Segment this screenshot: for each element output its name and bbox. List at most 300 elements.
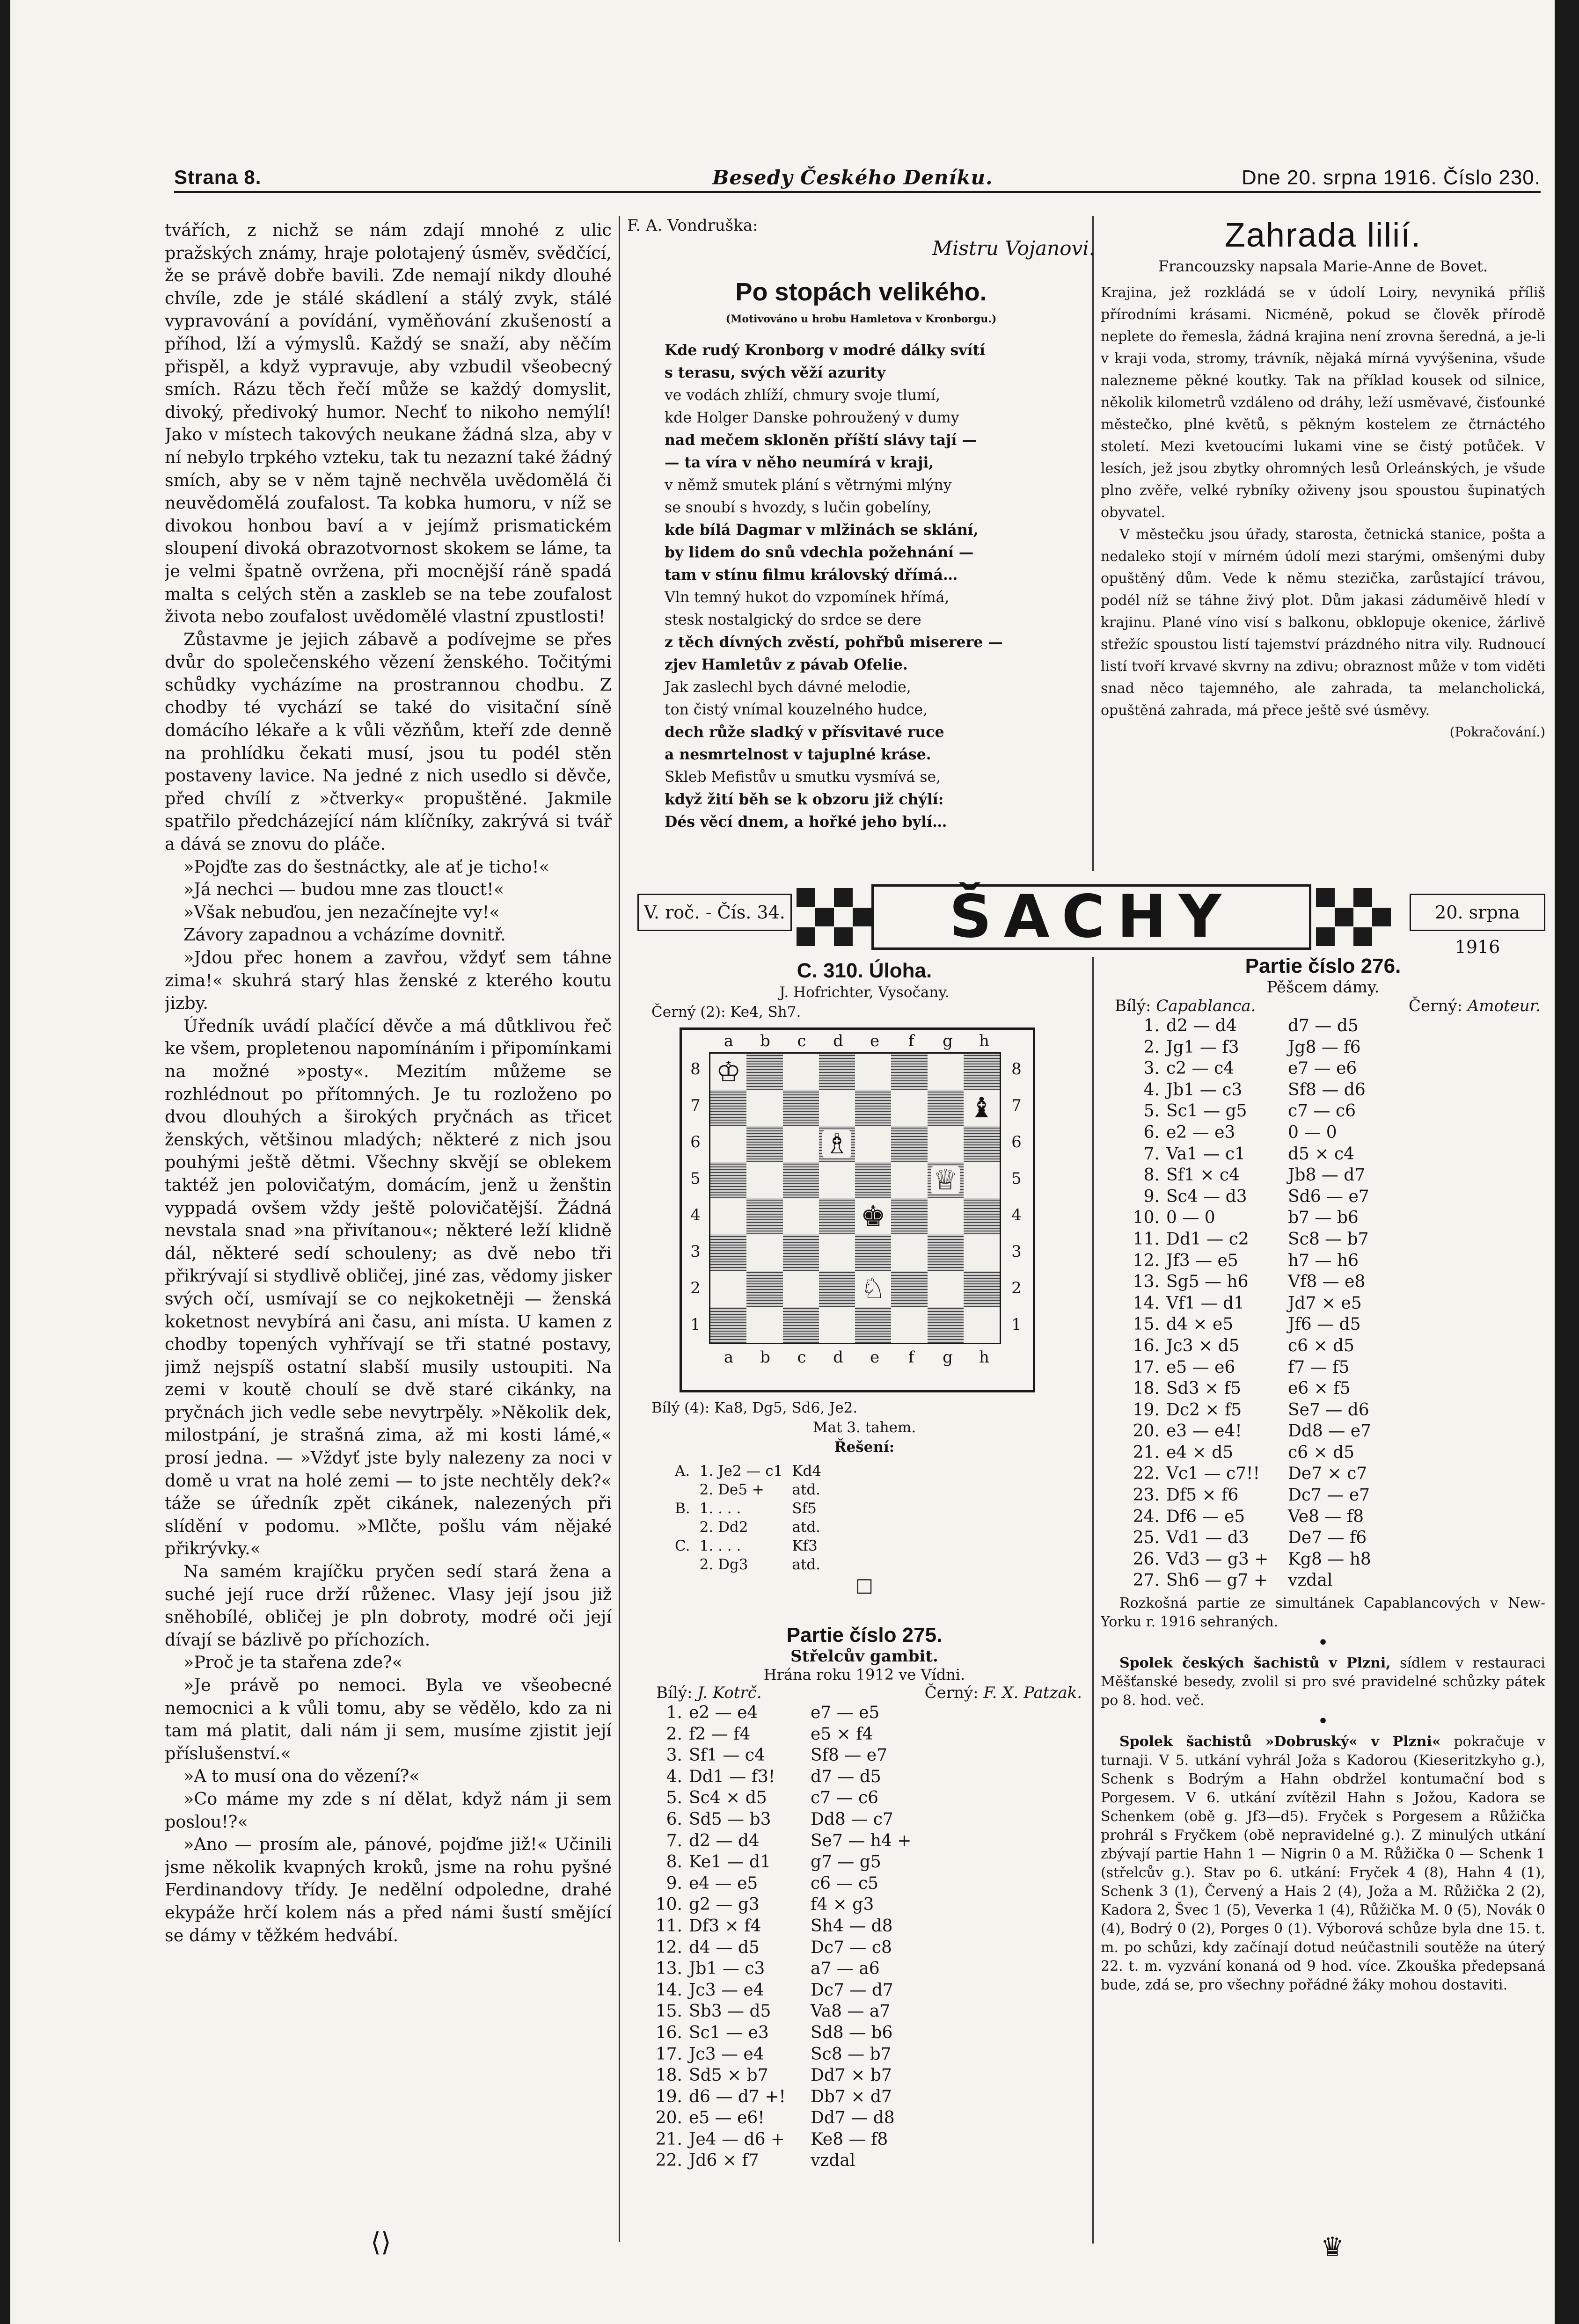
story-paragraph: »Co máme my zde s ní dělat, když nám ji sem poslou!?« xyxy=(165,1788,612,1832)
move-row xyxy=(1119,1015,1400,1037)
white-move: e3 — e4! xyxy=(1166,1421,1242,1441)
move-number: 24. xyxy=(1133,1507,1160,1526)
story-paragraph: »Proč je ta stařena zde?« xyxy=(183,1652,403,1673)
move-row xyxy=(1119,1442,1400,1464)
move-row xyxy=(1119,1271,1400,1293)
move-row xyxy=(1119,1186,1400,1208)
black-move: Dd8 — c7 xyxy=(811,1809,893,1829)
solution-reply: Kd4 xyxy=(792,1463,822,1479)
white-move: Vc1 — c7!! xyxy=(1166,1464,1260,1484)
board-square xyxy=(783,1234,819,1270)
serial-author: Francouzsky napsala Marie-Anne de Bovet. xyxy=(1158,257,1488,275)
move-number: 12. xyxy=(655,1938,682,1957)
tournament-report xyxy=(1101,1733,1545,1995)
solution-table xyxy=(670,1462,826,1574)
board-square xyxy=(710,1234,746,1270)
move-row xyxy=(1119,1250,1400,1272)
poem-line: stesk nostalgický do srdce se dere xyxy=(665,612,921,628)
rank-label: 6 xyxy=(690,1133,701,1151)
board-square xyxy=(783,1090,819,1126)
move-number: 18. xyxy=(1133,1379,1160,1399)
poem-line: Skleb Mefistův u smutku vysmívá se, xyxy=(665,769,941,786)
story-paragraph: Zůstavme je jejich zábavě a podívejme se přes dvůr do společenského vězení ženského. Točitými schůdky vycházíme na prostrannou chodbu. Z chodby té vychází se také do visitační síně domácího lékaře a k vůli vězňům, kteří zde denně na prohlídku čekati musí, jsou tu podél stěn postaveny lavice. Na jedné z nich usedlo si děvče, před chvílí z »čtverky« propuštěné. Jakmile spatřilo předcházející nám klíčníky, zakrývá si tvář a dává se znovu do pláče. xyxy=(165,629,612,854)
rank-label: 1 xyxy=(1011,1315,1022,1334)
white-move: Sg5 — h6 xyxy=(1166,1272,1249,1292)
white-move: e2 — e4 xyxy=(689,1703,758,1722)
move-row xyxy=(642,1851,923,1873)
black-player: Amoteur. xyxy=(1467,997,1541,1015)
poem-line: z těch dívných zvěstí, pohřbů miserere — xyxy=(665,634,1003,651)
column-divider xyxy=(1092,957,1094,2244)
black-move: Vf8 — e8 xyxy=(1288,1272,1366,1292)
move-number: 23. xyxy=(1133,1486,1160,1505)
column-divider xyxy=(619,216,620,2242)
white-move: Jf3 — e5 xyxy=(1166,1251,1238,1270)
board-square xyxy=(746,1198,782,1234)
black-player: F. X. Patzak. xyxy=(983,1683,1082,1702)
move-number: 7. xyxy=(666,1831,682,1850)
poem-line: Dés věcí dnem, a hořké jeho bylí… xyxy=(665,813,947,831)
move-number: 7. xyxy=(1143,1144,1160,1164)
white-move: d2 — d4 xyxy=(1166,1016,1237,1035)
white-move: Jb1 — c3 xyxy=(1166,1080,1243,1100)
black-move: Ke8 — f8 xyxy=(811,2129,888,2149)
rank-label: 4 xyxy=(1011,1206,1022,1224)
poem-line: kde bílá Dagmar v mlžinách se sklání, xyxy=(665,521,979,539)
white-move: Vd1 — d3 xyxy=(1166,1528,1249,1548)
board-square xyxy=(855,1234,891,1270)
solution-label xyxy=(670,1555,695,1574)
black-move: g7 — g5 xyxy=(811,1852,881,1872)
rank-label: 2 xyxy=(1011,1279,1022,1297)
game-opening: Pěšcem dámy. xyxy=(1266,978,1380,997)
move-row xyxy=(1119,1100,1400,1122)
rank-label: 4 xyxy=(690,1206,701,1224)
white-move: Jc3 — e4 xyxy=(689,2044,764,2064)
black-move: vzdal xyxy=(811,2151,855,2171)
move-row xyxy=(1119,1165,1400,1186)
crown-ornament-icon: ♛ xyxy=(1321,2232,1345,2262)
board-square xyxy=(928,1162,964,1198)
move-number: 9. xyxy=(1143,1187,1160,1206)
black-move: Dd8 — e7 xyxy=(1288,1421,1371,1441)
white-move: Ke1 — d1 xyxy=(689,1852,771,1872)
move-table xyxy=(642,1702,923,2171)
white-move: Jc3 — e4 xyxy=(689,1980,764,2000)
move-number: 17. xyxy=(655,2044,682,2064)
file-label: c xyxy=(797,1032,806,1050)
file-label: h xyxy=(979,1032,989,1050)
board-square xyxy=(891,1198,927,1234)
move-number: 6. xyxy=(1143,1122,1160,1142)
page-number: Strana 8. xyxy=(174,166,262,188)
white-move: Sb3 — d5 xyxy=(689,2002,771,2021)
board-square xyxy=(891,1054,927,1090)
white-move: Je4 — d6 + xyxy=(689,2129,785,2149)
black-move: f4 × g3 xyxy=(811,1895,874,1915)
black-move: e5 × f4 xyxy=(811,1724,873,1744)
poem-line: Jak zaslechl bych dávné melodie, xyxy=(665,679,911,696)
chess-problem xyxy=(642,959,1087,1642)
move-number: 17. xyxy=(1133,1357,1160,1377)
board-square xyxy=(819,1234,855,1270)
black-move: Sh4 — d8 xyxy=(811,1916,893,1936)
section-date-box: 20. srpna 1916 xyxy=(1410,894,1545,931)
white-move: Jg1 — f3 xyxy=(1166,1037,1239,1057)
board-square xyxy=(964,1126,1000,1162)
white-move: Df6 — e5 xyxy=(1166,1507,1245,1526)
move-row xyxy=(1119,1122,1400,1144)
move-row xyxy=(1119,1293,1400,1314)
white-pieces-list: Bílý (4): Ka8, Dg5, Sd6, Je2. xyxy=(651,1399,858,1416)
white-move: Df5 × f6 xyxy=(1166,1486,1239,1505)
board-square xyxy=(891,1307,927,1343)
move-number: 21. xyxy=(655,2129,682,2149)
white-move: Sc4 — d3 xyxy=(1166,1187,1247,1206)
newspaper-page xyxy=(10,0,1555,2324)
chess-piece-icon: ♝ xyxy=(967,1094,996,1122)
board-square xyxy=(783,1307,819,1343)
rank-label: 6 xyxy=(1011,1133,1022,1151)
move-number: 15. xyxy=(655,2002,682,2021)
white-move: Jb1 — c3 xyxy=(689,1959,765,1979)
game-title: Partie číslo 275. xyxy=(786,1624,943,1646)
black-move: c6 × d5 xyxy=(1288,1336,1355,1355)
black-move: e7 — e5 xyxy=(811,1703,880,1722)
rank-label: 1 xyxy=(690,1315,701,1334)
white-move: Sc1 — e3 xyxy=(689,2023,769,2042)
white-move: Dd1 — f3! xyxy=(689,1767,775,1786)
poem-line: — ta víra v něho neumírá v kraji, xyxy=(665,454,934,471)
black-move: f7 — f5 xyxy=(1288,1357,1350,1377)
white-move: e2 — e3 xyxy=(1166,1122,1235,1142)
file-label: g xyxy=(943,1032,953,1050)
black-move: e6 × f5 xyxy=(1288,1379,1351,1399)
poem-line: kde Holger Danske pohroužený v dumy xyxy=(665,409,959,426)
board-square xyxy=(891,1090,927,1126)
poem-line: tam v stínu filmu královský dřímá… xyxy=(665,566,958,583)
black-move: h7 — h6 xyxy=(1288,1251,1359,1270)
black-move: c6 × d5 xyxy=(1288,1442,1355,1462)
file-label: a xyxy=(724,1348,734,1367)
masthead-rule xyxy=(174,191,1541,193)
board-square xyxy=(710,1126,746,1162)
solution-move: 1. Je2 — c1 xyxy=(699,1463,783,1479)
poem-dedication: Mistru Vojanovi. xyxy=(932,237,1095,260)
file-label: g xyxy=(943,1348,953,1367)
black-move: Dd7 × b7 xyxy=(811,2066,892,2085)
move-number: 18. xyxy=(655,2066,682,2085)
move-row xyxy=(642,1766,923,1788)
board-square xyxy=(710,1198,746,1234)
issue-date: Dne 20. srpna 1916. Číslo 230. xyxy=(1241,166,1541,189)
move-table xyxy=(1119,1015,1400,1591)
board-square xyxy=(855,1054,891,1090)
game-place: Hrána roku 1912 ve Vídni. xyxy=(763,1666,965,1683)
black-move: Se7 — h4 + xyxy=(811,1831,912,1850)
tournament-report-title: Spolek šachistů »Dobruský« v Plzni« xyxy=(1119,1734,1441,1750)
black-move: c7 — c6 xyxy=(1288,1101,1356,1121)
black-move: Sd8 — b6 xyxy=(811,2023,893,2042)
move-number: 27. xyxy=(1133,1571,1160,1590)
poem-line: by lidem do snů vdechla požehnání — xyxy=(665,544,974,561)
continued-note: (Pokračování.) xyxy=(1449,724,1545,740)
file-label: f xyxy=(908,1032,914,1050)
board-square xyxy=(746,1162,782,1198)
black-move: Sc8 — b7 xyxy=(811,2044,892,2064)
board-square xyxy=(855,1162,891,1198)
story-paragraph: Na samém krajíčku pryčen sedí stará žena a suché její ruce drží růženec. Vlasy její jsou již sněhobílé, obličej je pln dobroty, modré oči její dívají se bázlivě po příchozích. xyxy=(165,1561,612,1650)
move-number: 22. xyxy=(655,2151,682,2171)
white-move: e5 — e6! xyxy=(689,2108,765,2128)
move-number: 19. xyxy=(655,2087,682,2106)
move-row xyxy=(642,1745,923,1766)
story-paragraph: »A to musí ona do vězení?« xyxy=(183,1766,420,1786)
separator-ornament: □ xyxy=(855,1574,873,1596)
game-players xyxy=(642,1683,1087,1702)
move-number: 1. xyxy=(666,1703,682,1722)
story-paragraph: »Já nechci — budou mne zas tlouct!« xyxy=(183,879,504,900)
black-move: c7 — c6 xyxy=(811,1788,879,1808)
white-move: d6 — d7 +! xyxy=(689,2087,786,2106)
move-number: 11. xyxy=(1133,1229,1160,1249)
white-move: Vf1 — d1 xyxy=(1166,1293,1245,1313)
white-move: Sc4 × d5 xyxy=(689,1788,767,1808)
move-row xyxy=(1119,1037,1400,1058)
file-label: a xyxy=(724,1032,734,1050)
white-player: J. Kotrč. xyxy=(697,1683,762,1702)
separator-ornament: • xyxy=(1317,1632,1329,1654)
story-paragraph: »Však nebuďou, jen nezačínejte vy!« xyxy=(183,902,500,922)
board-square xyxy=(710,1162,746,1198)
story-paragraph: »Pojďte zas do šestnáctky, ale ať je ticho!« xyxy=(183,856,549,877)
solution-label: A. xyxy=(675,1463,690,1479)
move-number: 11. xyxy=(655,1916,682,1936)
move-number: 9. xyxy=(666,1873,682,1893)
poem-subtitle: (Motivováno u hrobu Hamletova v Kronborgu.) xyxy=(725,313,997,325)
solution-label: B. xyxy=(675,1500,690,1517)
file-label: d xyxy=(833,1032,843,1050)
poem-title: Po stopách velikého. xyxy=(735,278,987,306)
board-square xyxy=(891,1162,927,1198)
poem-line: s terasu, svých věží azurity xyxy=(665,364,886,381)
board-square xyxy=(819,1271,855,1307)
poem-line: ve vodách zhlíží, chmury svoje tlumí, xyxy=(665,387,941,404)
board-square xyxy=(891,1234,927,1270)
black-move: Jb8 — d7 xyxy=(1288,1166,1366,1185)
move-number: 14. xyxy=(1133,1293,1160,1313)
board-square xyxy=(964,1054,1000,1090)
board-square xyxy=(783,1126,819,1162)
white-move: e4 × d5 xyxy=(1166,1442,1234,1462)
solution-move: 2. Dg3 xyxy=(699,1556,748,1573)
black-move: d7 — d5 xyxy=(1288,1016,1359,1035)
black-move: e7 — e6 xyxy=(1288,1059,1357,1078)
move-row xyxy=(1119,1058,1400,1079)
board-square xyxy=(964,1162,1000,1198)
board-square xyxy=(746,1307,782,1343)
black-move: 0 — 0 xyxy=(1288,1122,1337,1142)
move-row xyxy=(1119,1079,1400,1101)
black-move: d5 × c4 xyxy=(1288,1144,1355,1164)
move-row xyxy=(1119,1570,1400,1591)
game-note: Rozkošná partie ze simultánek Capablancových v New-Yorku r. 1916 sehraných. xyxy=(1101,1595,1545,1631)
white-move: Df3 × f4 xyxy=(689,1916,761,1936)
black-move: Dc7 — e7 xyxy=(1288,1486,1370,1505)
move-number: 19. xyxy=(1133,1400,1160,1420)
story-paragraph: »Ano — prosím ale, pánové, pojďme již!« Učinili jsme několik kvapných kroků, jsme na rohu pyšné Ferdinandovy třídy. Je nedělní odpoledne, drahé ekypáže hrčí kolem nás a před námi šustí smějící se dámy v těžkém hedvábí. xyxy=(165,1834,612,1945)
black-move: De7 — f6 xyxy=(1288,1528,1367,1548)
move-row xyxy=(1119,1229,1400,1250)
board-square xyxy=(964,1307,1000,1343)
story-paragraph: »Je právě po nemoci. Byla ve všeobecné nemocnici a k vůli tomu, aby se vědělo, kdo za ni tam má platit, dali nám ji sem, musíme zjistit její příslušenství.« xyxy=(165,1675,612,1763)
board-square xyxy=(819,1126,855,1162)
club-notice xyxy=(1101,1654,1545,1710)
board-square xyxy=(964,1271,1000,1307)
move-number: 14. xyxy=(655,1980,682,2000)
board-square xyxy=(928,1234,964,1270)
board-square xyxy=(819,1090,855,1126)
move-number: 8. xyxy=(1143,1166,1160,1185)
serial-title: Zahrada lilií. xyxy=(1224,217,1422,254)
black-move: Sc8 — b7 xyxy=(1288,1229,1369,1249)
chess-piece-icon: ♗ xyxy=(822,1130,851,1158)
white-move: Sf1 — c4 xyxy=(689,1746,765,1765)
move-row xyxy=(642,2129,923,2150)
move-number: 26. xyxy=(1133,1549,1160,1569)
board-square xyxy=(710,1090,746,1126)
masthead xyxy=(174,166,1541,194)
serial-paragraph: Krajina, jež rozkládá se v údolí Loiry, nevyniká příliš přírodními krásami. Nicméně, pokud se člověk přírodě neplete do řemesla, žádná krajina není zrovna šeredná, a je-li v kraji voda, stromy, trávník, nějaká mírná vyvýšenina, všude nalezneme pěkné koutky. Tak na příklad kousek od silnice, několik kilometrů vzdáleno od dráhy, leží usměvavé, čisťounké městečko, plné květů, s pěkným kostelem ze čtrnáctého století. Mezi kvetoucími lukami vine se čistý potůček. V lesích, jež jsou zbytky ohromných lesů Orleánských, je všude plno zvěře, velké rybníky oživeny jsou spoustou šupinatých obyvatel. xyxy=(1101,284,1545,521)
solution-move: 1. . . . xyxy=(699,1500,741,1517)
move-row xyxy=(1119,1207,1400,1229)
board-square xyxy=(710,1271,746,1307)
black-move: Se7 — d6 xyxy=(1288,1400,1369,1420)
board-square xyxy=(928,1271,964,1307)
stipulation: Mat 3. tahem. xyxy=(812,1419,916,1436)
solution-move: 1. . . . xyxy=(699,1537,741,1554)
board-square xyxy=(891,1271,927,1307)
move-row xyxy=(642,1894,923,1916)
move-row xyxy=(642,1724,923,1745)
tournament-report-text: pokračuje v turnaji. V 5. utkání vyhrál Joža s Kadorou (Kieseritzkyho g.), Schenk s Bodrým a Hahn obdržel kontumační bod s Porgesem. V 6. utkání zvítězil Hahn s Jožou, Kadora se Schenkem (obě g. Jf3—d5). Fryček s Porgesem a Růžička prohrál s Fryčkem (obě nepravidelné g.). Z minulých utkání zbývají partie Hahn 1 — Nigrin 0 a M. Růžička 0 — Schenk 1 (střelcův g.). Stav po 6. utkání: Fryček 4 (8), Hahn 4 (1), Schenk 3 (1), Červený a Hais 2 (4), Joža a M. Růžička 2 (2), Kadora 2, Švec 1 (5), Veverka 1 (4), Růžička M. 0 (5), Novák 0 (4), Bodrý 0 (2), Porges 0 (1). Výborová schůze byla dne 15. t. m. po schůzi, kdy začínají dotud neúčastnili soutěže na úterý 22. t. m. vyzvání konaná od 9 hod. více. Zkouška předepsaná bude, zdá se, pro všechny pořádné žáky mohou dostaviti. xyxy=(1101,1734,1545,1994)
checker-ornament xyxy=(797,888,871,949)
move-row xyxy=(642,1937,923,1959)
white-move: Sf1 × c4 xyxy=(1166,1166,1240,1185)
move-row xyxy=(1119,1506,1400,1528)
move-row xyxy=(642,2001,923,2022)
move-row xyxy=(642,1830,923,1852)
black-move: Dd7 — d8 xyxy=(811,2108,895,2128)
move-row xyxy=(642,2065,923,2086)
white-move: Sd5 × b7 xyxy=(689,2066,768,2085)
club-notice-title: Spolek českých šachistů v Plzni, xyxy=(1119,1655,1391,1672)
rank-label: 3 xyxy=(1011,1242,1022,1261)
move-number: 20. xyxy=(1133,1421,1160,1441)
file-label: e xyxy=(870,1348,880,1367)
board-square xyxy=(746,1054,782,1090)
black-move: b7 — b6 xyxy=(1288,1208,1359,1228)
problem-title: C. 310. Úloha. xyxy=(797,959,932,982)
white-move: 0 — 0 xyxy=(1166,1208,1215,1228)
solution-reply: atd. xyxy=(792,1519,821,1536)
black-move: Jf6 — d5 xyxy=(1288,1315,1361,1334)
black-move: Jd7 × e5 xyxy=(1288,1293,1362,1313)
move-row xyxy=(1119,1314,1400,1335)
move-number: 10. xyxy=(1133,1208,1160,1228)
file-label: d xyxy=(833,1348,843,1367)
white-move: Vd3 — g3 + xyxy=(1166,1549,1269,1569)
black-move: d7 — d5 xyxy=(811,1767,881,1786)
file-label: c xyxy=(797,1348,806,1367)
black-move: Sf8 — e7 xyxy=(811,1746,887,1765)
move-row xyxy=(642,1873,923,1894)
rank-label: 5 xyxy=(690,1169,701,1188)
file-label: f xyxy=(908,1348,914,1367)
black-move: a7 — a6 xyxy=(811,1959,880,1979)
black-move: De7 × c7 xyxy=(1288,1464,1367,1484)
file-label: h xyxy=(979,1348,989,1367)
white-move: c2 — c4 xyxy=(1166,1059,1235,1078)
board-square xyxy=(964,1090,1000,1126)
white-move: f2 — f4 xyxy=(689,1724,751,1744)
move-row xyxy=(642,1702,923,1724)
move-number: 5. xyxy=(1143,1101,1160,1121)
move-row xyxy=(1119,1549,1400,1570)
game-opening: Střelcův gambit. xyxy=(790,1647,938,1666)
black-pieces-list: Černý (2): Ke4, Sh7. xyxy=(651,1004,801,1020)
white-move: Jd6 × f7 xyxy=(689,2151,759,2171)
move-number: 1. xyxy=(1143,1016,1160,1035)
board-square xyxy=(928,1198,964,1234)
rank-label: 8 xyxy=(690,1060,701,1078)
move-number: 2. xyxy=(666,1724,682,1744)
solution-label: C. xyxy=(675,1537,690,1554)
move-number: 12. xyxy=(1133,1251,1160,1270)
story-paragraph: »Jdou přec honem a zavřou, vždyť sem táhne zima!« skuhrá starý hlas ženské z kterého koutu jizby. xyxy=(165,947,612,1013)
move-number: 8. xyxy=(666,1852,682,1872)
move-row xyxy=(642,2086,923,2108)
white-move: d2 — d4 xyxy=(689,1831,760,1850)
board-square xyxy=(783,1198,819,1234)
white-move: Sc1 — g5 xyxy=(1166,1101,1247,1121)
move-number: 15. xyxy=(1133,1315,1160,1334)
black-move: Va8 — a7 xyxy=(811,2002,891,2021)
move-number: 22. xyxy=(1133,1464,1160,1484)
move-row xyxy=(1119,1378,1400,1399)
move-row xyxy=(642,1787,923,1809)
move-number: 13. xyxy=(1133,1272,1160,1292)
white-move: Jc3 × d5 xyxy=(1166,1336,1240,1355)
board-square xyxy=(855,1198,891,1234)
move-row xyxy=(642,2150,923,2171)
move-row xyxy=(642,2022,923,2044)
white-move: Dd1 — c2 xyxy=(1166,1229,1249,1249)
poem-line: když žití běh se k obzoru již chýlí: xyxy=(665,791,944,808)
solution-reply: atd. xyxy=(792,1481,821,1498)
rank-label: 7 xyxy=(1011,1096,1022,1115)
board-square xyxy=(710,1307,746,1343)
white-move: e5 — e6 xyxy=(1166,1357,1235,1377)
poem-line: Vln temný hukot do vzpomínek hřímá, xyxy=(665,589,950,606)
move-row xyxy=(1119,1527,1400,1549)
move-number: 3. xyxy=(666,1746,682,1765)
black-move: Sd6 — e7 xyxy=(1288,1187,1369,1206)
black-label: Černý: xyxy=(1408,997,1462,1015)
rank-label: 7 xyxy=(690,1096,701,1115)
move-number: 21. xyxy=(1133,1442,1160,1462)
black-move: Jg8 — f6 xyxy=(1288,1037,1361,1057)
